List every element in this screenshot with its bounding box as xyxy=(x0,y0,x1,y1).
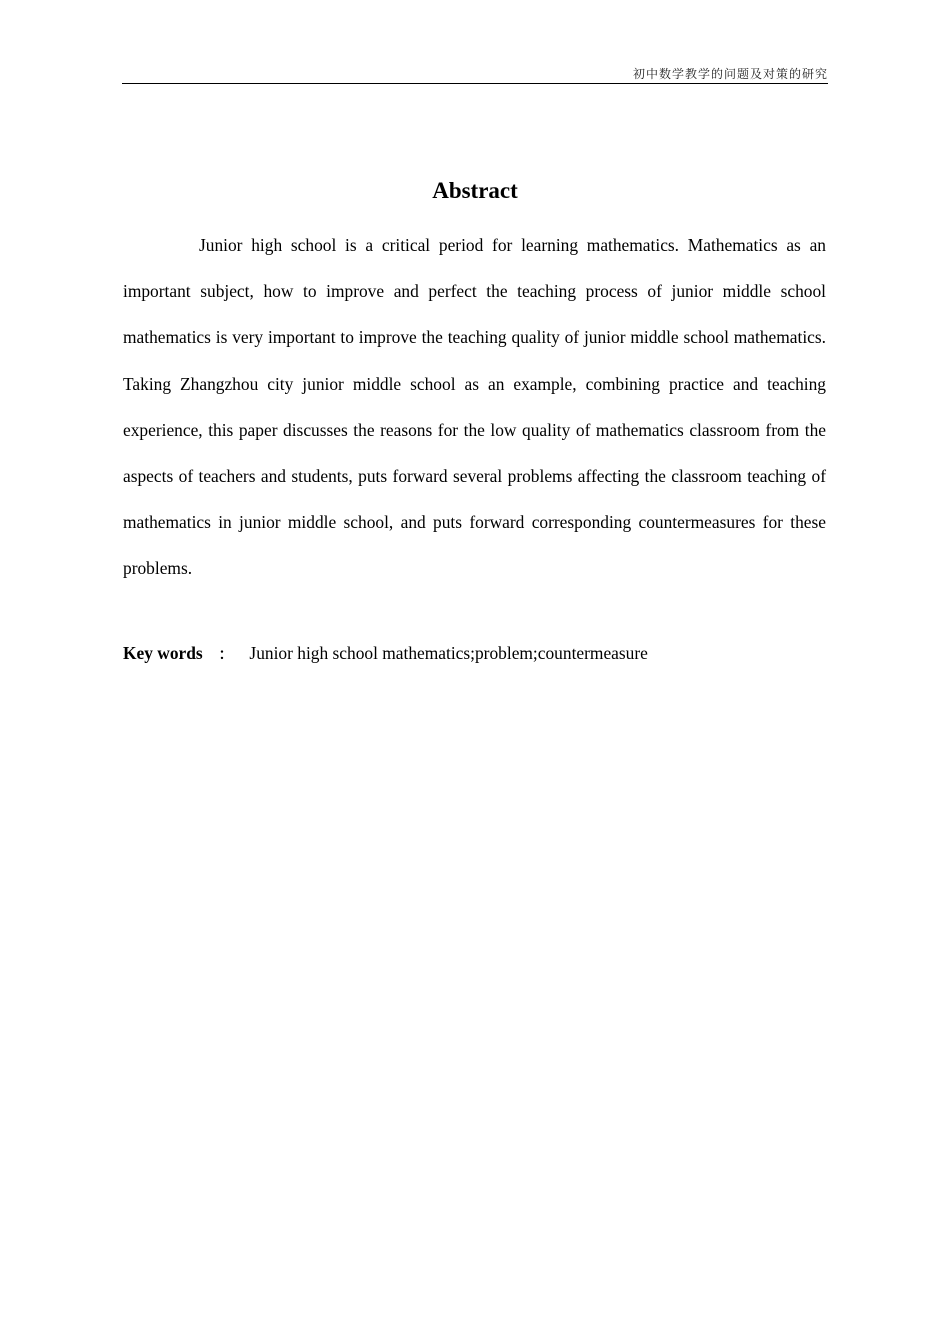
keywords-value: Junior high school mathematics;problem;countermeasure xyxy=(249,643,648,663)
header-rule xyxy=(122,83,828,84)
abstract-title: Abstract xyxy=(432,178,518,203)
keywords-label: Key words xyxy=(123,643,203,663)
keywords-line xyxy=(123,636,826,671)
running-header-title: 初中数学教学的问题及对策的研究 xyxy=(632,67,828,81)
abstract-body: Junior high school is a critical period for learning mathematics. Mathematics as an important subject, how to improve and perfect the teaching process of junior middle school mathematics is very important to improve the teaching quality of junior middle school mathematics. Taking Zhangzhou city junior middle school as an example, combining practice and teaching experience, this paper discusses the reasons for the low quality of mathematics classroom from the aspects of teachers and students, puts forward several problems affecting the classroom teaching of mathematics in junior middle school, and puts forward corresponding countermeasures for these problems. xyxy=(123,235,826,579)
keywords-separator: ： xyxy=(218,645,234,663)
